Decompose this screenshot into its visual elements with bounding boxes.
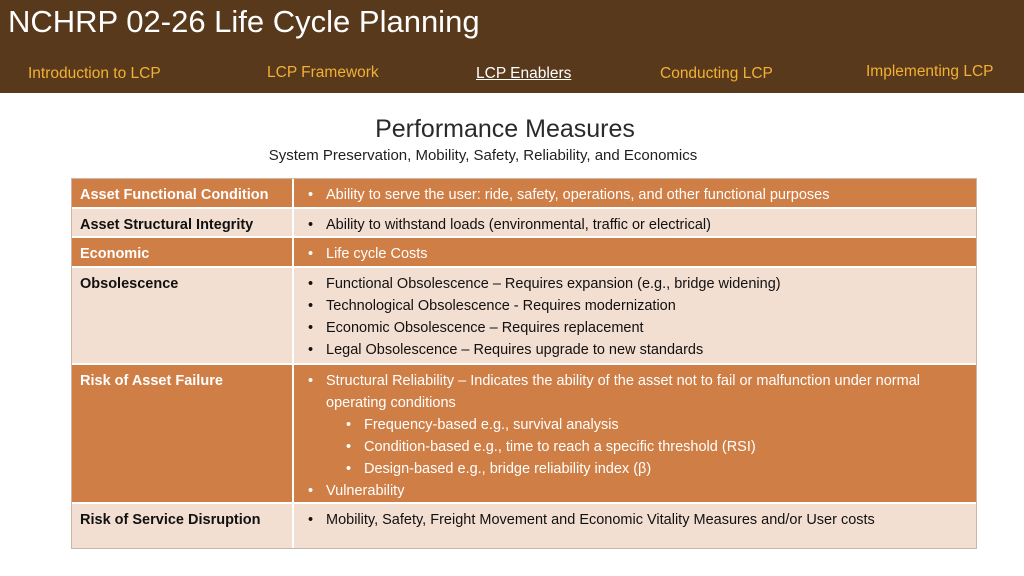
section-subtitle: System Preservation, Mobility, Safety, Reliability, and Economics xyxy=(268,147,698,164)
table-row xyxy=(72,179,976,209)
row-label: Economic xyxy=(72,238,294,266)
list-item: • Vulnerability xyxy=(302,480,968,502)
table-row xyxy=(72,209,976,238)
list-item: • Technological Obsolescence - Requires modernization xyxy=(302,295,968,317)
row-label: Asset Structural Integrity xyxy=(72,209,294,236)
list-item: • Ability to withstand loads (environmental, traffic or electrical) xyxy=(302,214,968,236)
nav-introduction-to-lcp[interactable]: Introduction to LCP xyxy=(28,65,161,82)
performance-measures-table xyxy=(71,178,977,549)
list-item: • Mobility, Safety, Freight Movement and Economic Vitality Measures and/or User costs xyxy=(302,509,968,531)
list-item: • Structural Reliability – Indicates the ability of the asset not to fail or malfunction under normal operating conditions xyxy=(302,370,968,414)
row-content xyxy=(294,179,976,207)
page-title: NCHRP 02-26 Life Cycle Planning xyxy=(8,4,480,39)
row-content xyxy=(294,504,976,548)
nav-lcp-framework[interactable]: LCP Framework xyxy=(267,64,379,81)
row-label: Obsolescence xyxy=(72,268,294,363)
row-content xyxy=(294,209,976,236)
table-row xyxy=(72,268,976,365)
nav-implementing-lcp[interactable]: Implementing LCP xyxy=(866,63,994,80)
row-label: Asset Functional Condition xyxy=(72,179,294,207)
list-item: • Legal Obsolescence – Requires upgrade to new standards xyxy=(302,339,968,361)
sub-list-item: • Condition-based e.g., time to reach a specific threshold (RSI) xyxy=(302,436,968,458)
list-item: • Economic Obsolescence – Requires replacement xyxy=(302,317,968,339)
row-content xyxy=(294,238,976,266)
table-row xyxy=(72,238,976,268)
nav-lcp-enablers[interactable]: LCP Enablers xyxy=(476,65,572,82)
row-content xyxy=(294,268,976,363)
table-row xyxy=(72,365,976,504)
section-title: Performance Measures xyxy=(375,115,635,143)
sub-list-item: • Frequency-based e.g., survival analysis xyxy=(302,414,968,436)
row-label: Risk of Service Disruption xyxy=(72,504,294,548)
list-item: • Life cycle Costs xyxy=(302,243,968,265)
header-bar xyxy=(0,0,1024,93)
row-content xyxy=(294,365,976,502)
row-label: Risk of Asset Failure xyxy=(72,365,294,502)
list-item: • Ability to serve the user: ride, safety, operations, and other functional purposes xyxy=(302,184,968,206)
table-row xyxy=(72,504,976,548)
nav-conducting-lcp[interactable]: Conducting LCP xyxy=(660,65,773,82)
list-item: • Functional Obsolescence – Requires expansion (e.g., bridge widening) xyxy=(302,273,968,295)
sub-list-item: • Design-based e.g., bridge reliability index (β) xyxy=(302,458,968,480)
